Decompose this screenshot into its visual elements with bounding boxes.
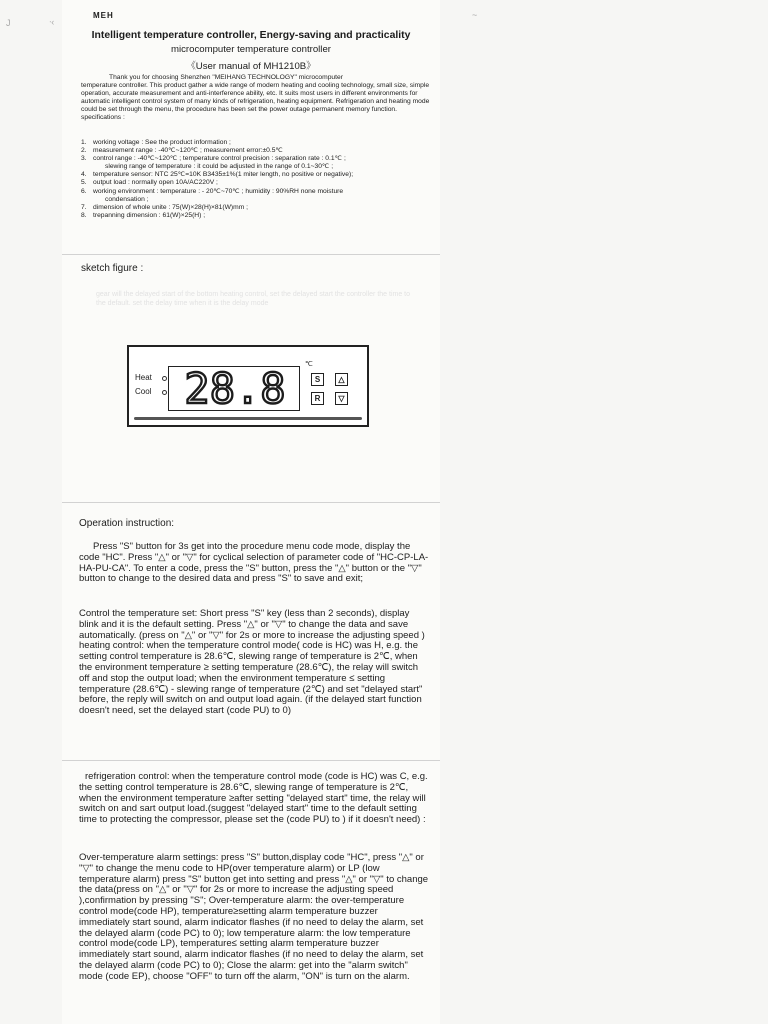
manual-model: 《User manual of MH1210B》 bbox=[186, 61, 316, 72]
intro-paragraph bbox=[81, 74, 433, 123]
bleed-through-text: gear will the delayed start of the bottom heating control, set the delayed start the controller the time to the default. set the delay time when it is the delay mode bbox=[96, 291, 411, 307]
spec-item: 1. working voltage : See the product information ; bbox=[81, 139, 231, 146]
controller-base bbox=[134, 417, 362, 420]
up-button[interactable]: △ bbox=[335, 373, 348, 386]
operation-heading: Operation instruction: bbox=[79, 518, 175, 529]
intro-body: temperature controller. This product gather a wide range of modern heating and cooling technology, small size, simple operation, accurate measurement and anti-interference ability, etc. It suits most users in different environments for automatic intelligent control system of many kinds of refrigeration, heating equipment. Refrigeration and heating mode could be set through the menu, the procedure has been set the power outage permanent memory function. bbox=[81, 82, 430, 114]
intro-first-line: Thank you for choosing Shenzhen "MEIHANG TECHNOLOGY" microcomputer bbox=[109, 74, 343, 81]
menu-paragraph: Press "S" button for 3s get into the procedure menu code mode, display the code "HC". Press "△" or "▽" for cyclical selection of parameter code of "HC-CP-LA-HA-PU-CA". To enter a code, press the "S" button, press the "△" button or the "▽" button to change to the desired data and press "S" to save and exit; bbox=[79, 541, 429, 585]
set-button[interactable]: S bbox=[311, 373, 324, 386]
heat-label: Heat bbox=[135, 373, 152, 382]
manual-title: Intelligent temperature controller, Energy-saving and practicality bbox=[91, 30, 411, 41]
refrigeration-paragraph: refrigeration control: when the temperature control mode (code is HC) was C, e.g. the setting control temperature is 28.6℃, slewing range of temperature is 2℃, when the environment temperature ≥after setting "delayed start" time, the relay will switch on and sart output load.(suggest "delayed start" time to the default setting time to protecting the compressor, please set the (code PU) to ) if it doesn't need) : bbox=[79, 771, 428, 826]
edge-mark: J bbox=[6, 18, 11, 28]
cool-led-icon bbox=[162, 390, 167, 395]
display-digits bbox=[172, 369, 298, 409]
sketch-label: sketch figure : bbox=[81, 263, 144, 274]
cool-label: Cool bbox=[135, 387, 152, 396]
brand-mark: MEH bbox=[93, 11, 114, 20]
alarm-paragraph: Over-temperature alarm settings: press "S" button,display code "HC", press "△" or "▽" to change the menu code to HP(over temperature alarm) or LP (low temperature alarm) press "S" button get into setting and press "△" or "▽" to change the data(press on "△" or "▽" for 2s or more to increase the adjusting speed ),confirmation by pressing "S"; Over-temperature alarm: the over-temperature control mode(code HP), temperature≥setting alarm temperature buzzer immediately start sound, alarm indicator flashes (if no need to delay the alarm, set the delayed alarm (code PC) to 0); low temperature alarm: the low temperature control mode(code LP), temperature≤ setting alarm temperature buzzer immediately start sound, alarm indicator flashes (if no need to delay the alarm, set the delayed alarm (code PC) to 0); Close the alarm: get into the "alarm switch" mode (code EP), choose "OFF" to turn off the alarm, "ON" is turn on the alarm. bbox=[79, 852, 429, 982]
display-value: 28.8 bbox=[184, 369, 286, 409]
section-divider bbox=[62, 254, 440, 255]
spec-list bbox=[81, 139, 433, 220]
spec-heading: specifications : bbox=[81, 114, 125, 122]
section-divider bbox=[62, 760, 440, 761]
spec-item: 7. dimension of whole unite : 75(W)×28(H)×81(W)mm ; bbox=[81, 203, 248, 211]
spec-item: 2. measurement range : -40℃~120℃ ; measurement error:±0.5℃ bbox=[81, 147, 283, 155]
spec-item: 3. control range : -40℃~120℃ ; temperature control precision : separation rate : 0.1℃ ; slewing range of temperature : it could be adjusted in the range of 0.1~30℃ ; bbox=[81, 155, 346, 171]
edge-mark: ᐧ‹ bbox=[49, 17, 55, 27]
unit-label: ℃ bbox=[305, 361, 313, 368]
spec-item: 6. working environment : temperature : - 20℃~70℃ ; humidity : 90%RH none moisture condensation ; bbox=[81, 187, 344, 203]
spec-item: 5. output load : normally open 10A/AC220V ; bbox=[81, 179, 218, 187]
setpoint-paragraph: Control the temperature set: Short press "S" key (less than 2 seconds), display blink and it is the default setting. Press "△" or "▽" to change the data and save automatically. (press on "△" or "▽" for 2s or more to increase the adjusting speed ) heating control: when the temperature control mode( code is HC) was H, e.g. the setting control temperature is 28.6℃, slewing range of temperature is 2℃, when the environment temperature ≥ setting temperature (28.6℃), the relay will switch off and stop the output load; when the environment temperature ≤ setting temperature (28.6℃) - slewing range of temperature (2℃) and set "delayed start" before, the reply will switch on and output load again. (if the delayed start function doesn't need, set the delayed start (code PU) to 0) bbox=[79, 608, 425, 717]
section-divider bbox=[62, 502, 440, 503]
reset-button[interactable]: R bbox=[311, 392, 324, 405]
manual-subtitle: microcomputer temperature controller bbox=[171, 44, 331, 55]
spec-item: 4. temperature sensor: NTC 25℃=10K B3435±1%(1 miter length, no positive or negative); bbox=[81, 171, 354, 179]
edge-mark: ~ bbox=[472, 10, 478, 20]
spec-item: 8. trepanning dimension : 61(W)×25(H) ; bbox=[81, 211, 206, 219]
down-button[interactable]: ▽ bbox=[335, 392, 348, 405]
heat-led-icon bbox=[162, 376, 167, 381]
